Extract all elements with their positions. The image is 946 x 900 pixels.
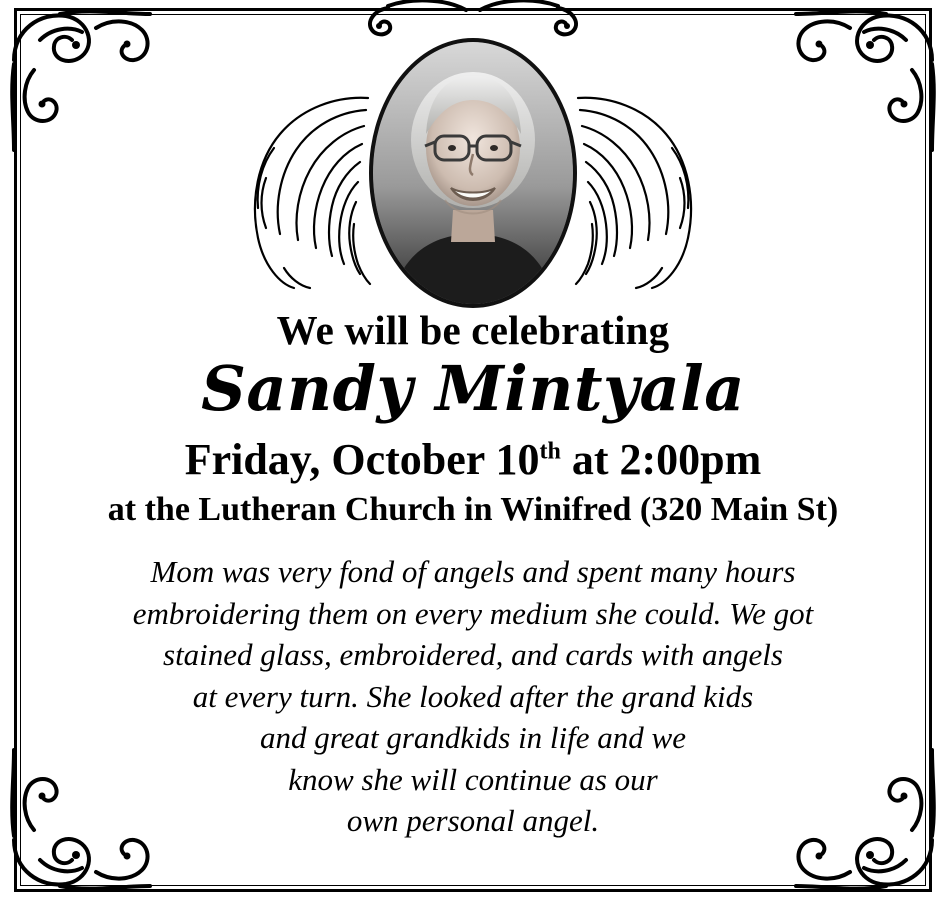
angel-wing-right-icon <box>566 92 706 292</box>
message-line: and great grandkids in life and we <box>260 720 686 756</box>
message-line: know she will continue as our <box>288 761 658 797</box>
date-ordinal-suffix: th <box>539 438 561 465</box>
memorial-message <box>30 551 916 842</box>
portrait-block <box>0 30 946 315</box>
announcement-text-block <box>30 308 916 842</box>
headline: We will be celebrating <box>276 307 670 353</box>
venue-line: at the Lutheran Church in Winifred (320 Main St) <box>107 491 839 529</box>
time-suffix: at 2:00pm <box>560 434 762 484</box>
message-line: own personal angel. <box>346 803 600 839</box>
message-line: stained glass, embroidered, and cards with angels <box>163 637 783 673</box>
message-line: at every turn. She looked after the grand kids <box>192 678 754 714</box>
date-time-line <box>30 436 916 484</box>
portrait-photo <box>369 38 577 308</box>
angel-wing-left-icon <box>240 92 380 292</box>
message-line: Mom was very fond of angels and spent many hours <box>150 554 796 590</box>
date-prefix: Friday, October 10 <box>184 434 540 484</box>
honoree-name: Sandy Mintyala <box>201 352 745 426</box>
message-line: embroidering them on every medium she could. We got <box>132 595 814 631</box>
